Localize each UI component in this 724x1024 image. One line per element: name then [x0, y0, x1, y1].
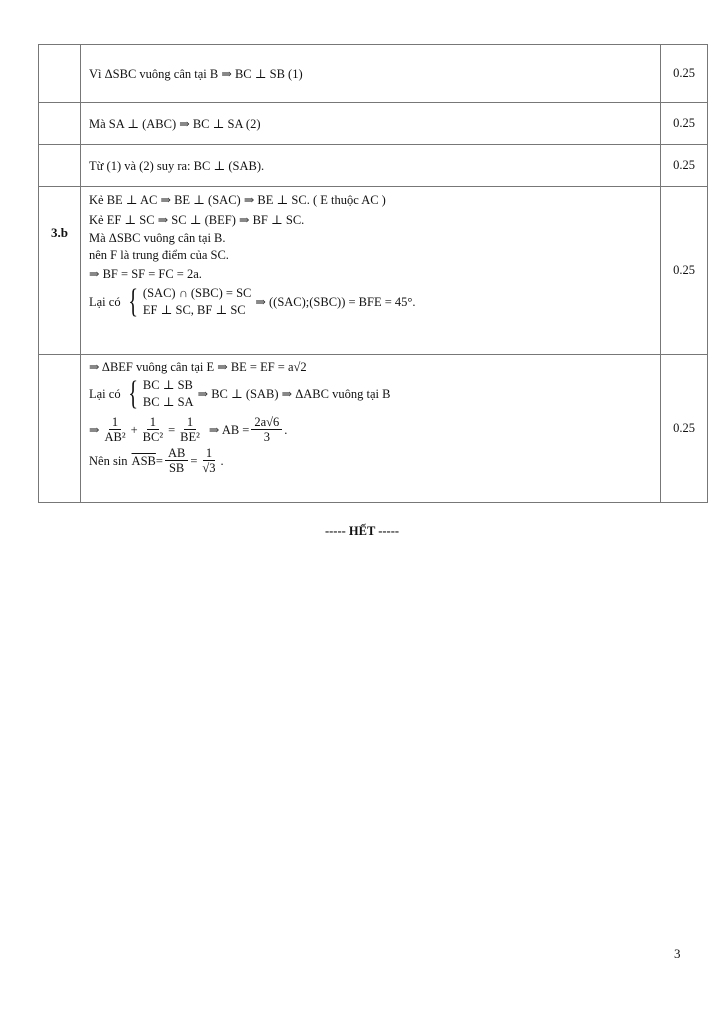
- fraction: [140, 415, 166, 444]
- grading-table: [38, 44, 708, 503]
- denominator: 3: [263, 430, 270, 444]
- system-eq: BC ⊥ SB: [142, 378, 193, 392]
- content-cell: [81, 103, 661, 145]
- intro-text: Lại có: [89, 387, 121, 401]
- numerator: 1: [147, 415, 159, 430]
- denominator: BC²: [142, 430, 164, 444]
- operator: =: [190, 453, 198, 468]
- content-cell: [81, 355, 661, 503]
- content-cell: [81, 187, 661, 355]
- system-line: [89, 285, 652, 319]
- content-cell: [81, 45, 661, 103]
- content-line: Kẻ EF ⊥ SC ⇒ SC ⊥ (BEF) ⇒ BF ⊥ SC.: [89, 213, 305, 227]
- content-line: Mà SA ⊥ (ABC) ⇒ BC ⊥ SA (2): [89, 116, 261, 131]
- operator: ⇒ AB =: [208, 422, 250, 437]
- implies-symbol: ⇒: [89, 422, 100, 437]
- question-cell: [39, 45, 81, 103]
- content-line: Mà ΔSBC vuông cân tại B.: [89, 231, 226, 245]
- content-line: nên F là trung điểm của SC.: [89, 248, 229, 262]
- points-cell: 0.25: [661, 103, 708, 145]
- table-row: [39, 355, 708, 503]
- question-cell: [39, 103, 81, 145]
- numerator: AB: [165, 446, 188, 461]
- content-line: ⇒ BF = SF = FC = 2a.: [89, 267, 202, 281]
- page-number: 3: [674, 946, 681, 961]
- table-row: [39, 145, 708, 187]
- content-line: Từ (1) và (2) suy ra: BC ⊥ (SAB).: [89, 158, 265, 173]
- fraction: [177, 415, 203, 444]
- intro-text: Lại có: [89, 295, 121, 309]
- operator: =: [168, 422, 176, 437]
- numerator: 1: [184, 415, 196, 430]
- table-row: [39, 103, 708, 145]
- system-eq: BC ⊥ SA: [142, 395, 194, 409]
- denominator: √3: [202, 461, 216, 475]
- points-cell: 0.25: [661, 145, 708, 187]
- fraction-line: ⇒ $\frac{1}{\text{AB²}}$ + $\frac{1}{\text{BC²}}$ = $\frac{1}{\text{BE²}}$ ⇒ AB = $\frac{2a√6}{3}$ .: [89, 415, 288, 444]
- system-line: [89, 377, 652, 411]
- conclusion-text: ⇒ ((SAC);(SBC)) = BFE = 45°.: [255, 295, 416, 309]
- equation-system: [125, 285, 252, 319]
- end-marker: ----- HẾT -----: [324, 524, 400, 538]
- angle-label: $\overline{ASB}$: [131, 453, 156, 468]
- points-cell: 0.25: [661, 355, 708, 503]
- conclusion-text: ⇒ BC ⊥ (SAB) ⇒ ΔABC vuông tại B: [197, 387, 391, 401]
- table-row: [39, 45, 708, 103]
- operator: =: [155, 453, 163, 468]
- system-eq: EF ⊥ SC, BF ⊥ SC: [142, 303, 246, 317]
- fraction: [199, 446, 218, 475]
- fraction: [165, 446, 188, 475]
- content-cell: [81, 145, 661, 187]
- numerator: 1: [203, 446, 215, 461]
- table-row: [39, 187, 708, 355]
- points-cell: 0.25: [661, 187, 708, 355]
- question-cell: 3.b: [39, 187, 81, 355]
- equation-system: [125, 377, 194, 411]
- content-line: ⇒ ΔBEF vuông cân tại E ⇒ BE = EF = a√2: [89, 360, 307, 374]
- points-cell: 0.25: [661, 45, 708, 103]
- denominator: SB: [168, 461, 185, 475]
- denominator: BE²: [180, 430, 200, 444]
- question-cell: [39, 145, 81, 187]
- question-cell: [39, 355, 81, 503]
- numerator: 1: [109, 415, 121, 430]
- brace-icon: {: [127, 283, 138, 320]
- content-line: Vì ΔSBC vuông cân tại B ⇒ BC ⊥ SB (1): [89, 66, 303, 81]
- brace-icon: {: [127, 375, 138, 412]
- fraction: [101, 415, 128, 444]
- sin-label: Nên sin: [89, 453, 128, 468]
- numerator: 2a√6: [251, 415, 282, 430]
- denominator: AB²: [104, 430, 126, 444]
- content-line: Kẻ BE ⊥ AC ⇒ BE ⊥ (SAC) ⇒ BE ⊥ SC. ( E thuộc AC ): [89, 193, 386, 207]
- operator: +: [130, 422, 138, 437]
- fraction: [251, 415, 282, 444]
- fraction-line: Nên sin $\overline{ASB}$ = $\frac{AB}{SB}$ = $\frac{1}{√3}$ .: [89, 446, 224, 475]
- system-eq: (SAC) ∩ (SBC) = SC: [142, 286, 252, 300]
